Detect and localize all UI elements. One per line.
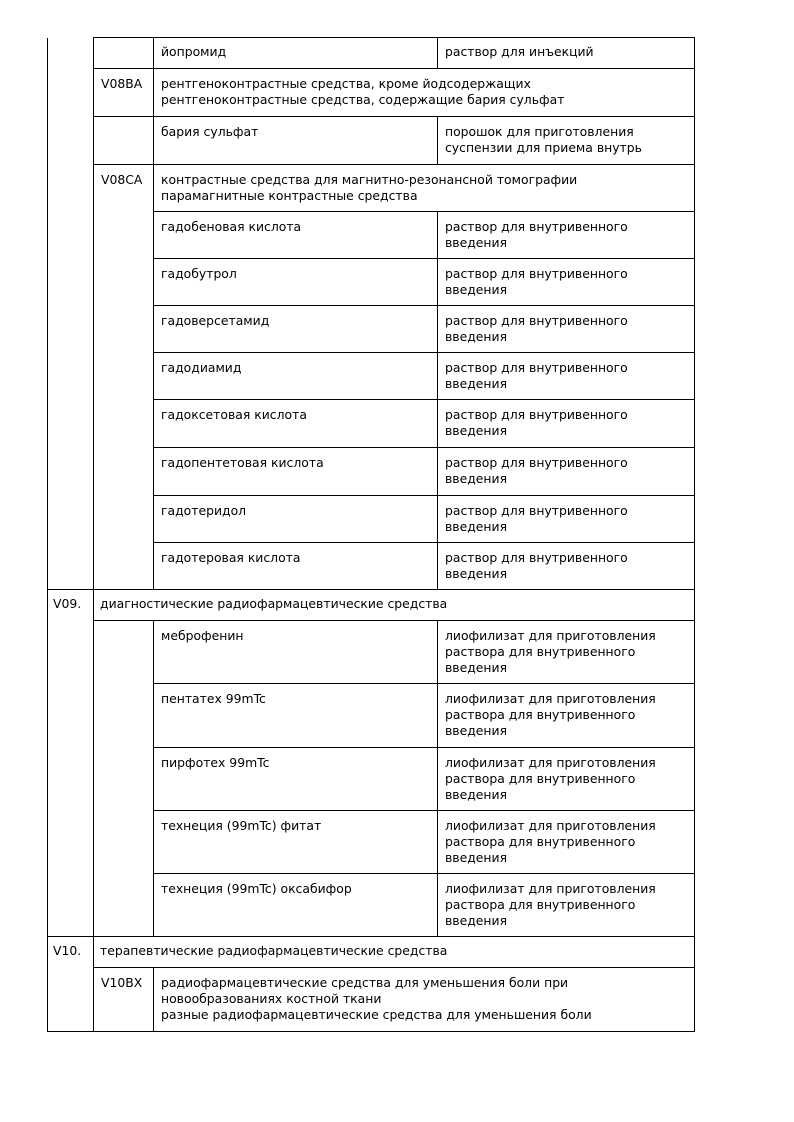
- dosage-form: порошок для приготовления: [445, 124, 634, 139]
- dosage-form: введения: [445, 423, 508, 438]
- dosage-form: лиофилизат для приготовления: [445, 628, 656, 643]
- drug-name: технеция (99mTc) фитат: [161, 818, 322, 833]
- group-name: радиофармацевтические средства для уменьшения боли при: [161, 975, 569, 990]
- table-row: [48, 937, 695, 968]
- dosage-form: введения: [445, 282, 508, 297]
- drug-name: технеция (99mTc) оксабифор: [161, 881, 352, 896]
- group-name: контрастные средства для магнитно-резонансной томографии: [161, 172, 578, 187]
- atc-code: V08BA: [101, 76, 143, 91]
- subgroup-name: разные радиофармацевтические средства для уменьшения боли: [161, 1007, 592, 1022]
- drug-name: гадодиамид: [161, 360, 242, 375]
- table-row: [48, 165, 695, 212]
- dosage-form: введения: [445, 566, 508, 581]
- table-row: [48, 212, 695, 259]
- atc-code: V09.: [53, 596, 82, 611]
- drug-name: бария сульфат: [161, 124, 259, 139]
- drug-name: йопромид: [161, 44, 227, 59]
- drug-name: гадобеновая кислота: [161, 219, 302, 234]
- dosage-form: лиофилизат для приготовления: [445, 881, 656, 896]
- subgroup-name: парамагнитные контрастные средства: [161, 188, 418, 203]
- dosage-form: раствор для внутривенного: [445, 455, 628, 470]
- drug-table: [47, 37, 695, 1032]
- drug-name: пентатех 99mTc: [161, 691, 266, 706]
- dosage-form: раствора для внутривенного: [445, 834, 636, 849]
- drug-name: меброфенин: [161, 628, 244, 643]
- drug-name: гадопентетовая кислота: [161, 455, 324, 470]
- group-name: диагностические радиофармацевтические средства: [100, 596, 448, 611]
- group-name: новообразованиях костной ткани: [161, 991, 382, 1006]
- dosage-form: введения: [445, 787, 508, 802]
- atc-code: V08CA: [101, 172, 143, 187]
- dosage-form: раствора для внутривенного: [445, 644, 636, 659]
- dosage-form: введения: [445, 723, 508, 738]
- dosage-form: введения: [445, 329, 508, 344]
- group-name: рентгеноконтрастные средства, кроме йодсодержащих: [161, 76, 531, 91]
- table-row: [48, 306, 695, 353]
- subgroup-name: рентгеноконтрастные средства, содержащие бария сульфат: [161, 92, 565, 107]
- table-row: [48, 69, 695, 117]
- drug-name: гадоксетовая кислота: [161, 407, 307, 422]
- table-row: [48, 811, 695, 874]
- dosage-form: введения: [445, 376, 508, 391]
- dosage-form: раствор для инъекций: [445, 44, 594, 59]
- table-row: [48, 748, 695, 811]
- dosage-form: раствор для внутривенного: [445, 550, 628, 565]
- dosage-form: введения: [445, 471, 508, 486]
- drug-name: гадобутрол: [161, 266, 237, 281]
- table-row: [48, 400, 695, 448]
- dosage-form: лиофилизат для приготовления: [445, 691, 656, 706]
- dosage-form: раствор для внутривенного: [445, 407, 628, 422]
- drug-name: гадоверсетамид: [161, 313, 270, 328]
- dosage-form: раствор для внутривенного: [445, 266, 628, 281]
- group-name: терапевтические радиофармацевтические средства: [100, 943, 448, 958]
- table-row: [48, 590, 695, 621]
- dosage-form: суспензии для приема внутрь: [445, 140, 642, 155]
- drug-name: гадотеридол: [161, 503, 247, 518]
- table-row: [48, 38, 695, 69]
- dosage-form: раствора для внутривенного: [445, 771, 636, 786]
- dosage-form: раствора для внутривенного: [445, 707, 636, 722]
- atc-code: V10.: [53, 943, 82, 958]
- table-row: [48, 874, 695, 937]
- dosage-form: введения: [445, 850, 508, 865]
- dosage-form: введения: [445, 660, 508, 675]
- table-row: [48, 448, 695, 496]
- table-row: [48, 968, 695, 1032]
- table-row: [48, 496, 695, 543]
- dosage-form: введения: [445, 235, 508, 250]
- table-row: [48, 117, 695, 165]
- dosage-form: введения: [445, 913, 508, 928]
- atc-code: V10BX: [101, 975, 143, 990]
- dosage-form: лиофилизат для приготовления: [445, 818, 656, 833]
- dosage-form: введения: [445, 519, 508, 534]
- dosage-form: раствор для внутривенного: [445, 313, 628, 328]
- dosage-form: раствор для внутривенного: [445, 360, 628, 375]
- drug-name: пирфотех 99mTc: [161, 755, 270, 770]
- table-row: [48, 543, 695, 590]
- table-row: [48, 684, 695, 748]
- dosage-form: раствора для внутривенного: [445, 897, 636, 912]
- dosage-form: раствор для внутривенного: [445, 503, 628, 518]
- dosage-form: лиофилизат для приготовления: [445, 755, 656, 770]
- table-row: [48, 353, 695, 400]
- table-row: [48, 621, 695, 684]
- table-row: [48, 259, 695, 306]
- dosage-form: раствор для внутривенного: [445, 219, 628, 234]
- drug-name: гадотеровая кислота: [161, 550, 301, 565]
